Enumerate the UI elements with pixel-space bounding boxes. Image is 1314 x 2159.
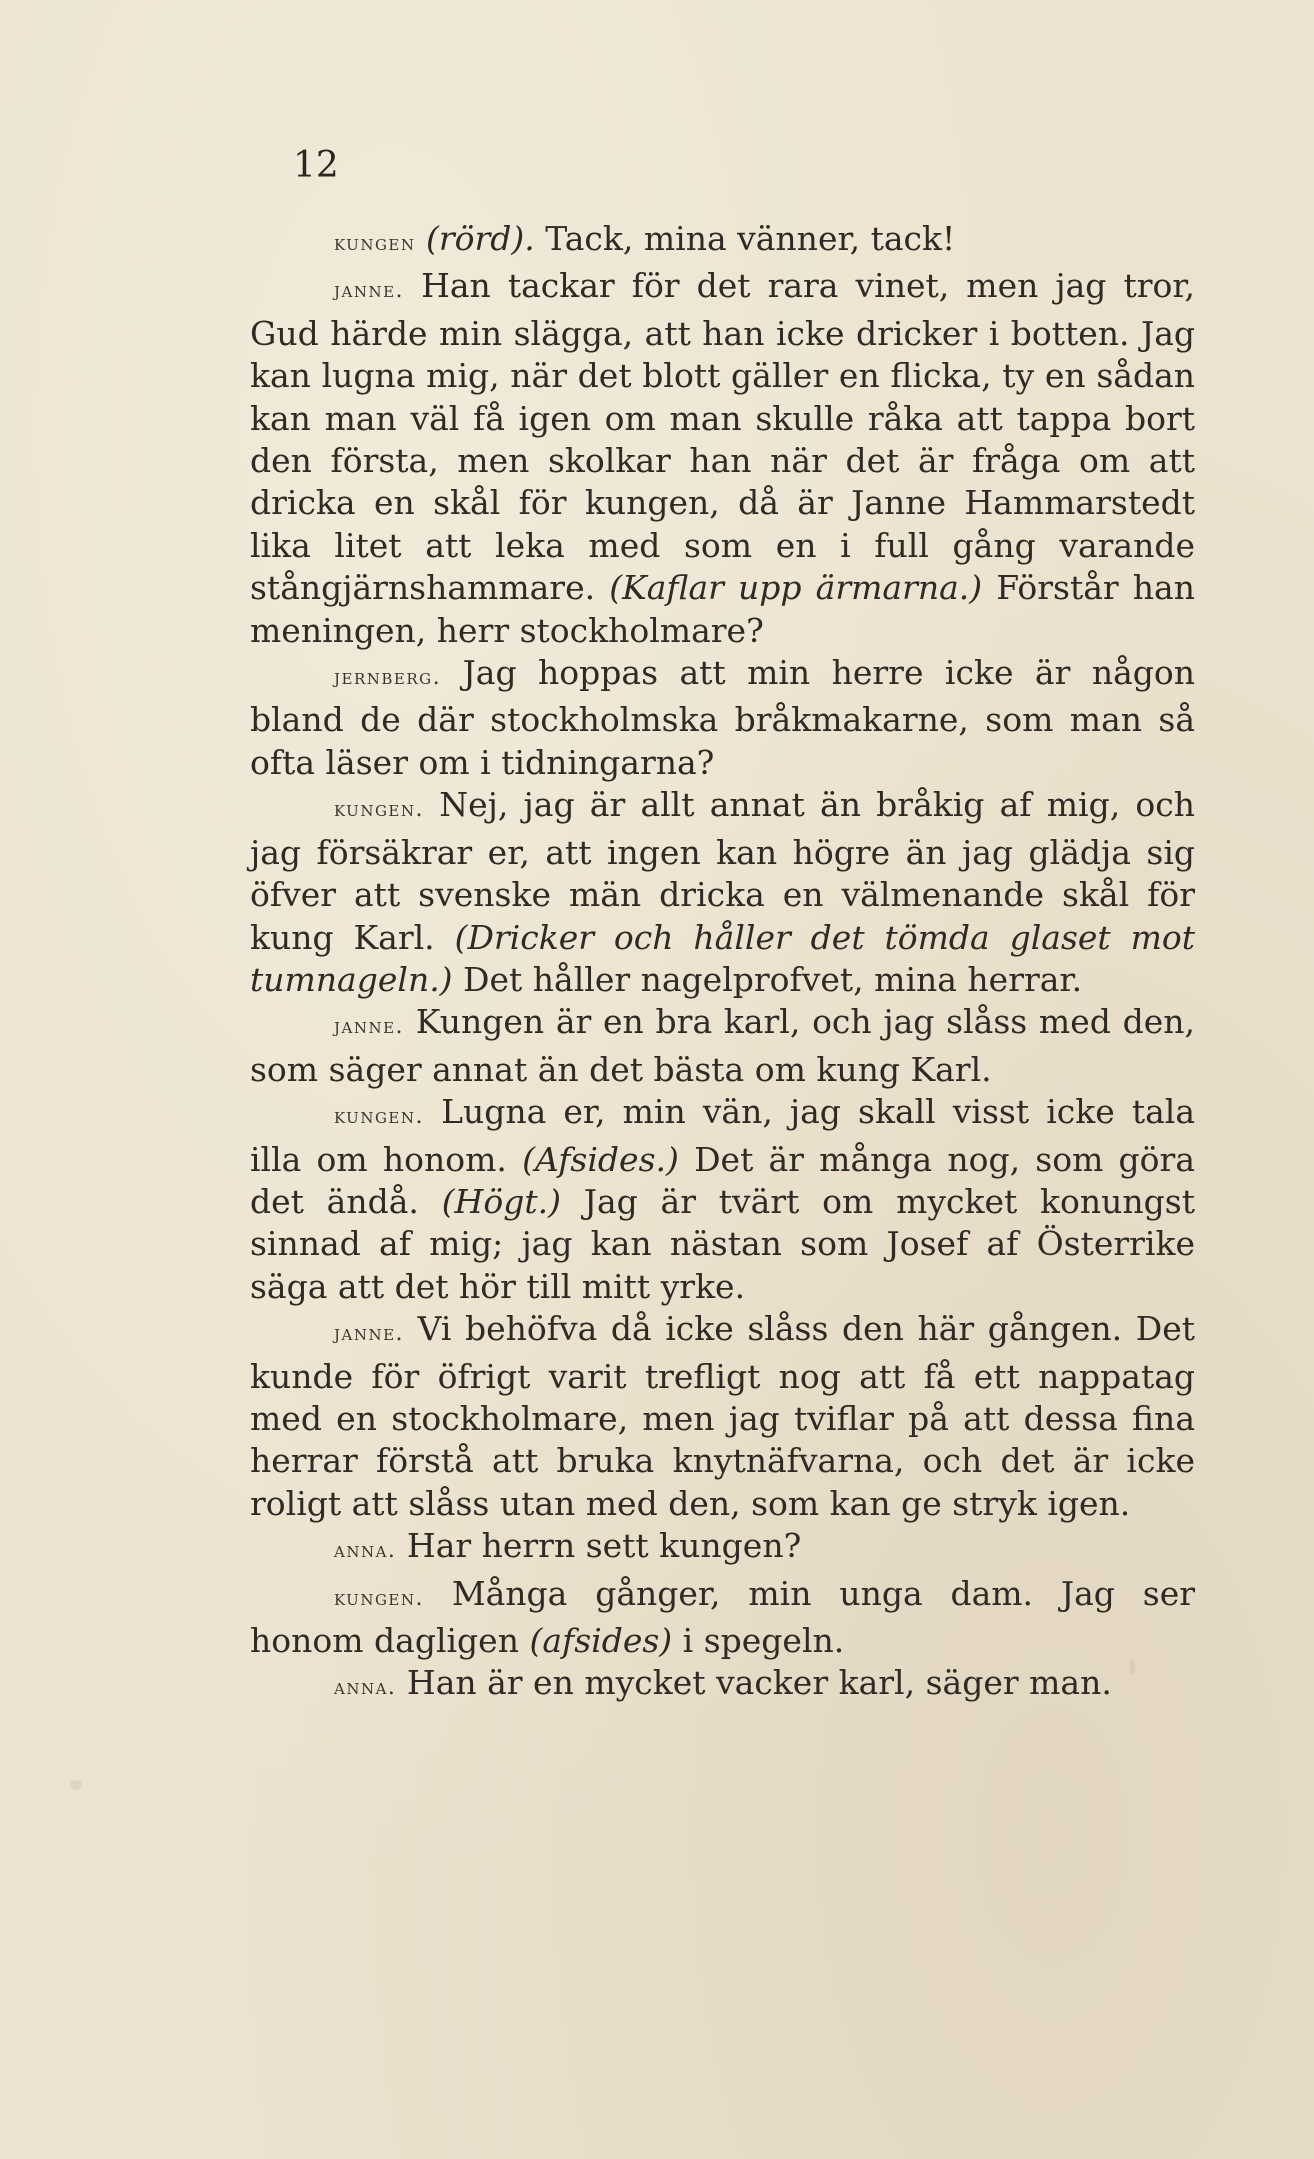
paragraph	[250, 1573, 1195, 1663]
speech-text: i spegeln.	[672, 1621, 845, 1660]
paragraph	[250, 1525, 1195, 1572]
speaker-name: kungen.	[334, 1585, 424, 1611]
speech-text: Nej, jag är allt annat än bråkig af mig, och jag försäkrar er, att ingen kan högre än jag glädja sig öfver att svenske män dricka en välmenande skål för kung Karl.	[250, 785, 1195, 957]
paragraph	[250, 1662, 1195, 1709]
stage-direction: (afsides)	[529, 1621, 673, 1660]
speaker-name: kungen.	[334, 1104, 424, 1130]
speech-text: Han är en mycket vacker karl, säger man.	[396, 1663, 1112, 1703]
stage-direction: (Afsides.)	[522, 1139, 679, 1179]
speaker-name: janne.	[334, 278, 405, 304]
speaker-name: anna.	[334, 1675, 397, 1701]
speaker-name: janne.	[334, 1014, 405, 1040]
paper-stain	[70, 1780, 82, 1790]
speech-text: Har herrn sett kungen?	[396, 1526, 802, 1566]
stage-direction: (Dricker och håller det tömda glaset mot tumnageln.)	[250, 917, 1195, 999]
speech-text: Det är många nog, som göra det ändå.	[250, 1139, 1195, 1221]
speaker-name: kungen	[334, 231, 416, 256]
paragraph	[250, 784, 1195, 1001]
paragraph	[250, 1308, 1195, 1525]
speech-text: Jag är tvärt om mycket konungst sinnad af mig; jag kan nästan som Josef af Österrike säga att det hör till mitt yrke.	[250, 1181, 1195, 1306]
paragraph	[250, 218, 1195, 265]
paragraph	[250, 1001, 1195, 1091]
stage-direction: (rörd).	[426, 219, 535, 258]
speech-text: Lugna er, min vän, jag skall visst icke tala illa om honom.	[250, 1092, 1195, 1179]
speech-text: Han tackar för det rara vinet, men jag tror, Gud härde min slägga, att han icke dricker i botten. Jag kan lugna mig, när det blott gäller en flicka, ty en sådan kan man väl få igen om man skulle råka att tappa bort den första, men skolkar han när det är fråga om att dricka en skål för kungen, då är Janne Hammarstedt lika litet att leka med som en i full gång varande stångjärnshammare.	[250, 266, 1195, 608]
speech-text: Vi behöfva då icke slåss den här gången. Det kunde för öfrigt varit trefligt nog att få ett nappatag med en stockholmare, men jag tviflar på att dessa fina herrar förstå att bruka knytnäfvarna, och det är icke roligt att slåss utan med den, som kan ge stryk igen.	[250, 1309, 1195, 1523]
stage-direction: (Högt.)	[441, 1181, 561, 1221]
paragraph	[250, 1091, 1195, 1308]
speech-text: Förstår han meningen, herr stockholmare?	[250, 568, 1195, 650]
speech-text: Kungen är en bra karl, och jag slåss med den, som säger annat än det bästa om kung Karl.	[250, 1002, 1195, 1089]
paragraph	[250, 265, 1195, 652]
dialogue-text	[250, 218, 1195, 1710]
speaker-name: jernberg.	[334, 665, 442, 691]
speech-text: Många gånger, min unga dam. Jag ser honom dagligen	[250, 1573, 1195, 1660]
speech-text: Jag hoppas att min herre icke är någon bland de där stockholmska bråkmakarne, som man så ofta läser om i tidningarna?	[250, 653, 1195, 782]
speaker-name: kungen.	[334, 797, 424, 823]
speech-text: Tack, mina vänner, tack!	[534, 219, 956, 258]
paragraph	[250, 652, 1195, 784]
speaker-name: anna.	[334, 1538, 397, 1564]
stage-direction: (Kaflar upp ärmarna.)	[609, 568, 983, 608]
speaker-name: janne.	[334, 1321, 405, 1347]
page-number: 12	[293, 145, 339, 186]
speech-text: Det håller nagelprofvet, mina herrar.	[452, 959, 1083, 999]
